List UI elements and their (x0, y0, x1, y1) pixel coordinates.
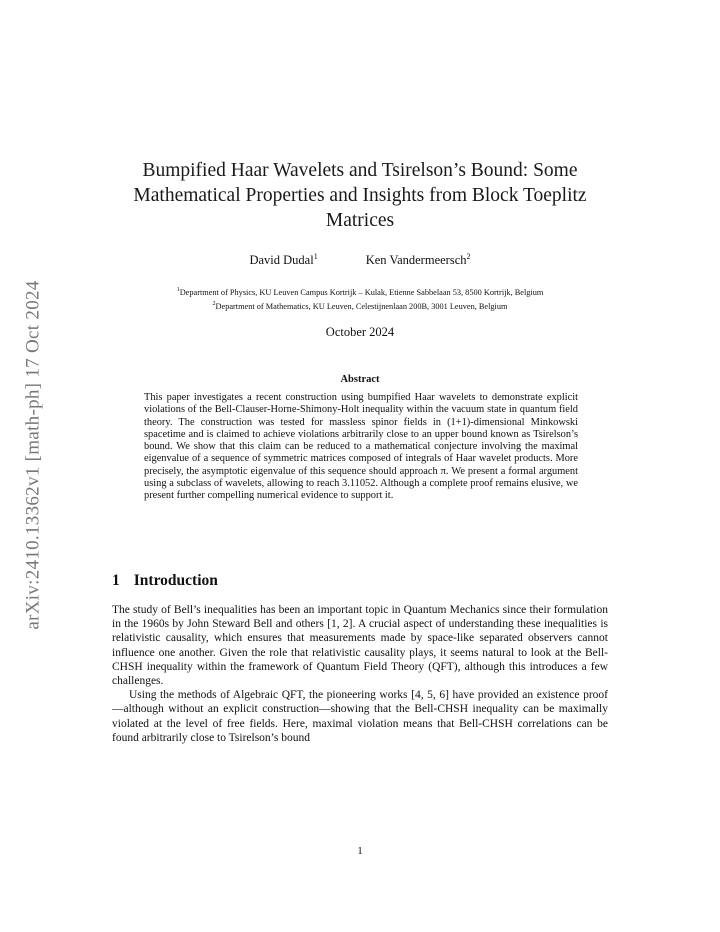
author-1 (249, 252, 317, 268)
section-heading (112, 572, 218, 590)
author-1-mark: 1 (313, 252, 318, 261)
author-1-name: David Dudal (249, 253, 314, 268)
author-2-mark: 2 (466, 252, 471, 261)
intro-paragraph-1: The study of Bell’s inequalities has been an important topic in Quantum Mechanics since their formulation in the 1960s by John Steward Bell and others [1, 2]. A crucial aspect of understanding these inequalities is relativistic causality, which ensures that measurements made by space-like separated observers cannot influence one another. Given the role that relativistic causality plays, it seems natural to look at the Bell-CHSH inequality within the framework of Quantum Field Theory (QFT), although this introduces a few challenges. (112, 604, 608, 688)
intro-paragraph-2: Using the methods of Algebraic QFT, the pioneering works [4, 5, 6] have provided an existence proof—although without an explicit construction—showing that the Bell-CHSH inequality can be maximally violated at the level of free fields. Here, maximal violation means that Bell-CHSH correlations can be found arbitrarily close to Tsirelson’s bound (112, 689, 608, 744)
affiliation-2-mark: 2 (212, 301, 216, 307)
author-2 (366, 252, 471, 268)
introduction-body (112, 603, 608, 745)
arxiv-identifier-stamp (14, 240, 54, 670)
author-2-name: Ken Vandermeersch (365, 253, 467, 268)
author-list (150, 252, 570, 268)
abstract-heading: Abstract (340, 374, 380, 385)
affiliation-1 (90, 284, 630, 299)
publication-date: October 2024 (325, 325, 395, 339)
section-number: 1 (112, 572, 120, 589)
affiliation-1-text: Department of Physics, KU Leuven Campus Kortrijk – Kulak, Etienne Sabbelaan 53, 8500 Kortrijk, Belgium (179, 287, 544, 297)
paper-title: Bumpified Haar Wavelets and Tsirelson’s Bound: Some Mathematical Properties and Insights from Block Toeplitz Matrices (133, 160, 587, 231)
affiliation-2-text: Department of Mathematics, KU Leuven, Celestijnenlaan 200B, 3001 Leuven, Belgium (215, 301, 508, 311)
section-title: Introduction (133, 572, 218, 589)
abstract-text: This paper investigates a recent construction using bumpified Haar wavelets to demonstrate explicit violations of the Bell-Clauser-Horne-Shimony-Holt inequality within the vacuum state in quantum field theory. The construction was tested for massless spinor fields in (1+1)-dimensional Minkowski spacetime and is claimed to achieve violations arbitrarily close to an upper bound known as Tsirelson’s bound. We show that this claim can be reduced to a mathematical conjecture involving the maximal eigenvalue of a sequence of symmetric matrices composed of integrals of Haar wavelet products. More precisely, the asymptotic eigenvalue of this sequence should approach π. We present a formal argument using a subclass of wavelets, allowing to reach 3.11052. Although a complete proof remains elusive, we present further compelling numerical evidence to support it. (144, 392, 578, 502)
affiliation-1-mark: 1 (176, 287, 180, 293)
affiliation-2 (90, 298, 630, 313)
arxiv-identifier-text[interactable]: arXiv:2410.13362v1 [math-ph] 17 Oct 2024 (23, 280, 45, 630)
page-number: 1 (357, 845, 363, 857)
